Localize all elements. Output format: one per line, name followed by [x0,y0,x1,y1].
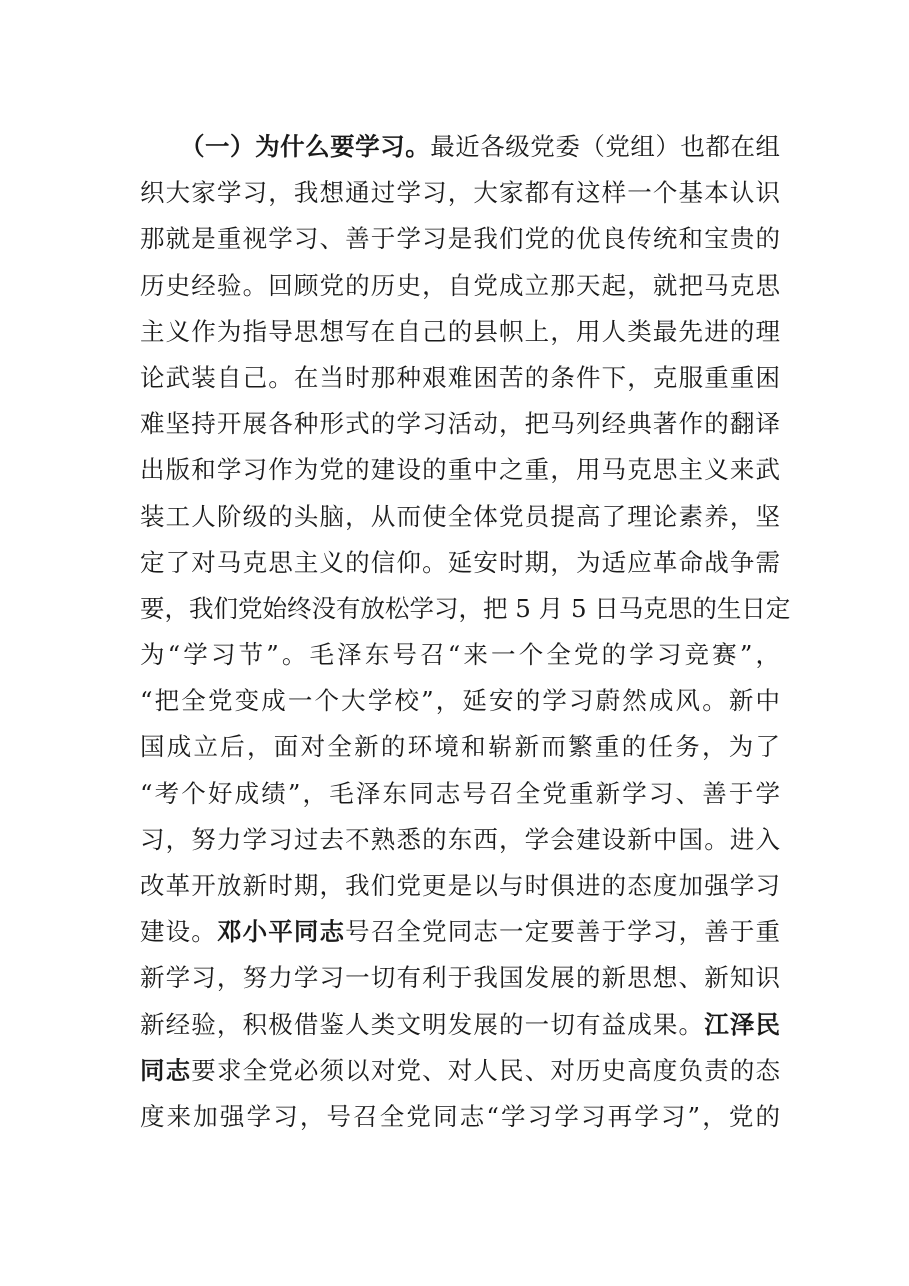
text-segment: 度来加强学习，号召全党同志“学习学习再学习”，党的 [140,1101,780,1131]
text-line [140,494,780,540]
text-segment: 最近各级党委（党组）也都在组 [430,132,780,161]
text-line [140,771,780,817]
text-segment: 主义作为指导思想写在自己的县帜上，用人类最先进的理 [140,316,780,346]
text-line [140,263,780,309]
text-line [140,447,780,493]
text-line [140,1048,780,1094]
text-segment: 号召全党同志一定要善于学习，善于重 [345,917,781,947]
text-segment: 要，我们党始终没有放松学习，把 5 月 5 日马克思的生日定 [140,593,791,623]
text-segment: “考个好成绩”，毛泽东同志号召全党重新学习、善于学 [140,778,780,808]
text-segment: 习，努力学习过去不熟悉的东西，学会建设新中国。进入 [140,824,780,854]
text-segment: 难坚持开展各种形式的学习活动，把马列经典著作的翻译 [140,409,780,439]
text-segment: 国成立后，面对全新的环境和崭新而繁重的任务，为了 [140,732,780,762]
text-line [140,540,780,586]
text-line [140,909,780,955]
text-segment: 要求全党必须以对党、对人民、对历史高度负责的态 [191,1055,781,1085]
text-line [140,170,780,216]
text-line [140,863,780,909]
text-segment: 定了对马克思主义的信仰。延安时期，为适应革命战争需 [140,547,780,577]
text-segment: 论武装自己。在当时那种艰难困苦的条件下，克服重重困 [140,362,780,392]
text-line [140,955,780,1001]
text-segment: 为“学习节”。毛泽东号召“来一个全党的学习竞赛”， [140,640,780,670]
text-segment: 历史经验。回顾党的历史，自党成立那天起，就把马克思 [140,270,780,300]
body-paragraph [140,124,791,1140]
bold-text-segment: 江泽民 [704,1009,781,1039]
text-segment: 出版和学习作为党的建设的重中之重，用马克思主义来武 [140,455,780,485]
text-line [140,401,780,447]
text-segment: 装工人阶级的头脑，从而使全体党员提高了理论素养，坚 [140,501,780,531]
text-line [140,1094,780,1140]
bold-text-segment: 同志 [140,1055,192,1085]
text-segment: 改革开放新时期，我们党更是以与时俱进的态度加强学习 [140,871,780,900]
text-line [140,216,780,262]
text-line [140,586,791,632]
text-segment: “把全党变成一个大学校”，延安的学习蔚然成风。新中 [140,686,780,716]
text-line [140,632,780,678]
text-segment: 那就是重视学习、善于学习是我们党的优良传统和宝贵的 [140,224,780,254]
text-line [140,678,780,724]
bold-text-segment: （一）为什么要学习。 [180,132,431,161]
text-line [140,817,780,863]
text-line [140,724,780,770]
bold-text-segment: 邓小平同志 [216,917,346,947]
text-line [140,309,780,355]
text-segment: 织大家学习，我想通过学习，大家都有这样一个基本认识 [140,178,780,208]
text-segment: 建设。 [140,917,217,947]
text-line [140,1002,780,1048]
text-line [140,124,780,170]
text-segment: 新学习，努力学习一切有利于我国发展的新思想、新知识 [140,963,780,993]
text-line [140,355,780,401]
text-segment: 新经验，积极借鉴人类文明发展的一切有益成果。 [140,1009,705,1039]
